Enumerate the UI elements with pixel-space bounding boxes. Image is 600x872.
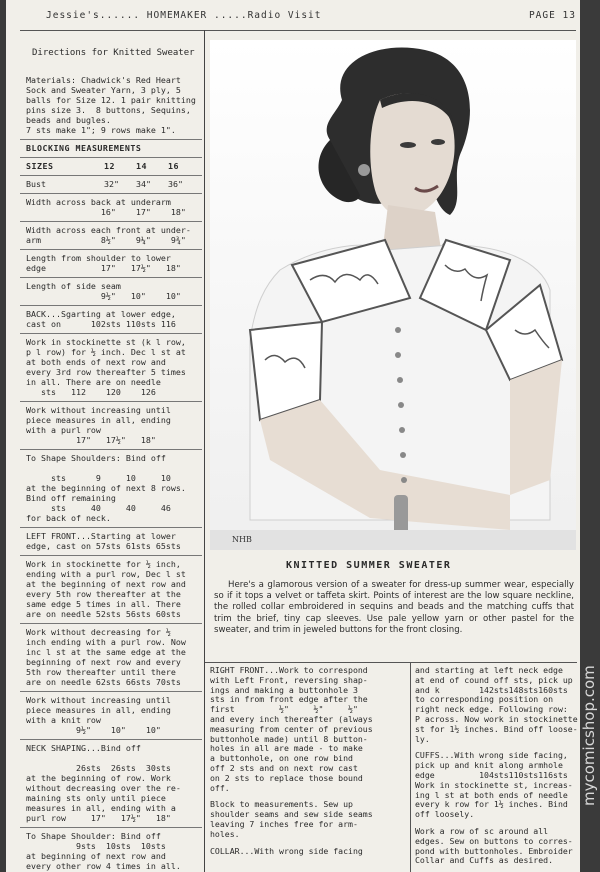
right-front-instructions: RIGHT FRONT...Work to correspond with Left Front, reversing shap- ings and making a buttonhole 3 sts in from front edge after the first ½" ½" ½" and every inch thereafter (always measuring from center of previous buttonhole made) until 8 button- holes in all are made - to make a buttonhole, on one row bind off 2 sts and on next row cast on 2 sts to replace those bound off.	[210, 665, 373, 793]
bust-row	[20, 176, 202, 194]
finishing-instructions: Work a row of sc around all edges. Sew on buttons to corres- pond with buttonholes. Embroider Collar and Cuffs as desired.	[415, 825, 573, 866]
bust-16: 36"	[168, 179, 183, 189]
left-front-step-3: Work without increasing until piece measures in all, ending with a knit row 9½" 10" 10"	[20, 692, 202, 740]
collar-cuffs-column	[415, 666, 577, 872]
bust-label: Bust	[26, 179, 46, 189]
sweater-photo	[210, 40, 576, 550]
header-title: Jessie's...... HOMEMAKER .....Radio Visit	[46, 10, 322, 21]
intro-paragraph: Here's a glamorous version of a sweater for dress-up summer wear, especially so if it tops a velvet or taffeta skirt. Points of interest are the low square neckline, the rolled collar embroidered in sequins and beads and the matching cuffs that trim the brief, tiny cap sleeves. Use pale yellow yarn or other pastel for the sweater, and trim in jeweled buttons for the front closing.	[214, 580, 574, 635]
page-number: PAGE 13	[528, 10, 576, 21]
magazine-page	[6, 0, 580, 872]
size-16: 16	[168, 161, 179, 171]
column-divider	[204, 30, 205, 872]
knitting-directions	[20, 42, 202, 872]
left-front-step-2: Work without decreasing for ½ inch ending with a purl row. Now inc l st at the same edge at the beginning of next row and every 5th row thereafter until there are on needle 62sts 66sts 70sts	[20, 624, 202, 692]
section-divider	[205, 662, 577, 663]
bust-14: 34"	[136, 179, 151, 189]
watermark: mycomicshop.com	[580, 665, 598, 807]
left-front-step-1: Work in stockinette for ½ inch, ending with a purl row, Dec l st at the beginning of next row and every 5th row thereafter at the same edge 5 times in all. There are on needle 52sts 56sts 60sts	[20, 556, 202, 624]
neck-shaping: NECK SHAPING...Bind off 26sts 26sts 30sts at the beginning of row. Work without decreasing over the re- maining sts only until piece measures in all, ending with a purl row 17" 17½" 18"	[20, 740, 202, 828]
bust-12: 32"	[104, 179, 119, 189]
directions-title: Directions for Knitted Sweater	[32, 48, 195, 58]
length-shoulder: Length from shoulder to lower edge 17" 17½" 18"	[20, 250, 202, 278]
lower-column-divider	[410, 662, 411, 872]
back-instructions: BACK...Sgarting at lower edge, cast on 102sts 110sts 116	[20, 306, 202, 334]
sizes-label: SIZES	[26, 161, 54, 171]
size-14: 14	[136, 161, 147, 171]
cuffs-instructions: CUFFS...With wrong side facing, pick up and knit along armhole edge 104sts110sts116sts Work in stockinette st, increas- ing l st at both ends of needle every k row for 1½ inches. Bind off loosely.	[415, 750, 573, 820]
artist-signature: NHB	[232, 535, 252, 544]
blocking-heading: BLOCKING MEASUREMENTS	[20, 140, 202, 158]
photo-caption: KNITTED SUMMER SWEATER	[286, 560, 452, 571]
collar-continued: and starting at left neck edge at end of cound off sts, pick up and k 142sts148sts160sts to corresponding position on right neck edge. Following row: P across. Now work in stockinette st for 1½ inches. Bind off loose- ly.	[415, 665, 578, 744]
width-back: Width across back at underarm 16" 17" 18"	[20, 194, 202, 222]
sizes-row	[20, 158, 202, 176]
page-header	[46, 6, 576, 26]
header-divider	[20, 30, 576, 31]
length-side-seam: Length of side seam 9½" 10" 10"	[20, 278, 202, 306]
width-front: Width across each front at under- arm 8½" 9¼" 9¾"	[20, 222, 202, 250]
size-12: 12	[104, 161, 115, 171]
shape-shoulder: To Shape Shoulder: Bind off 9sts 10sts 10sts at beginning of next row and every other row 4 times in all.	[26, 831, 181, 871]
materials: Materials: Chadwick's Red Heart Sock and Sweater Yarn, 3 ply, 5 balls for Size 12. 1 pair knitting pins size 3. 8 buttons, Sequins, beads and bugles. 7 sts make 1"; 9 rows make 1".	[20, 72, 202, 140]
right-front-column	[210, 666, 406, 863]
work-without-increasing: Work without increasing until piece measures in all, ending with a purl row 17" 17½" 18"	[20, 402, 202, 450]
left-front: LEFT FRONT...Starting at lower edge, cast on 57sts 61sts 65sts	[20, 528, 202, 556]
shape-shoulders: To Shape Shoulders: Bind off sts 9 10 10 at the beginning of next 8 rows. Bind off remaining sts 40 40 46 for back of neck.	[20, 450, 202, 528]
stockinette-instructions: Work in stockinette st (k l row, p l row) for ½ inch. Dec l st at at both ends of next row and every 3rd row thereafter 5 times in all. There are on needle sts 112 120 126	[20, 334, 202, 402]
block-instructions: Block to measurements. Sew up shoulder seams and sew side seams leaving 7 inches free for arm- holes.	[210, 799, 373, 839]
collar-instructions: COLLAR...With wrong side facing	[210, 845, 363, 856]
